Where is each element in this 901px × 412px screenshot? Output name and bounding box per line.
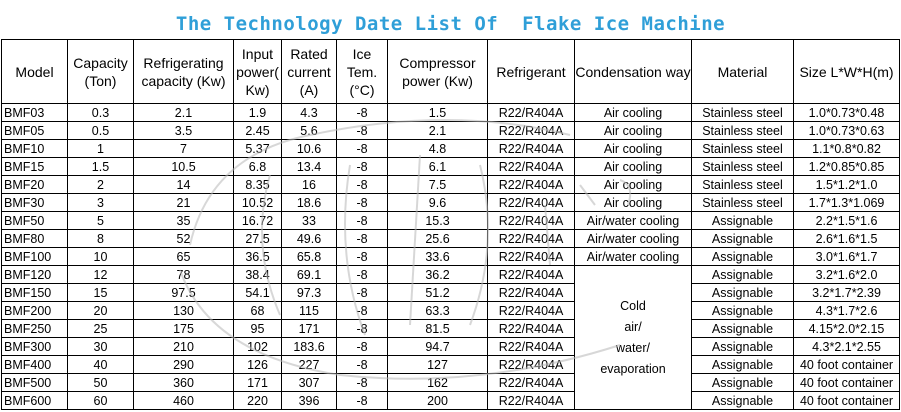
cell-capacity: 25 [68,320,134,338]
cell-capacity: 10 [68,248,134,266]
table-row [2,176,900,194]
cell-refrigerating-capacity: 7 [134,140,234,158]
cell-ice-temperature: -8 [337,140,388,158]
cell-ice-temperature: -8 [337,302,388,320]
cell-refrigerant: R22/R404A [488,104,575,122]
cell-model: BMF200 [2,302,68,320]
cell-refrigerating-capacity: 65 [134,248,234,266]
cell-material: Assignable [692,266,794,284]
cell-refrigerating-capacity: 130 [134,302,234,320]
cell-size: 3.2*1.6*2.0 [794,266,900,284]
table-row [2,356,900,374]
cell-size: 40 foot container [794,356,900,374]
header-rated-current: Rated current (A) [282,40,337,104]
cell-size: 4.3*2.1*2.55 [794,338,900,356]
cell-model: BMF600 [2,392,68,410]
header-capacity: Capacity (Ton) [68,40,134,104]
cell-ice-temperature: -8 [337,122,388,140]
cell-compressor-power: 94.7 [388,338,488,356]
cell-refrigerant: R22/R404A [488,374,575,392]
cell-size: 40 foot container [794,392,900,410]
cell-refrigerant: R22/R404A [488,266,575,284]
cell-condensation-way: Air/water cooling [575,230,692,248]
cell-condensation-way: Air cooling [575,122,692,140]
cell-ice-temperature: -8 [337,338,388,356]
header-size: Size L*W*H(m) [794,40,900,104]
cell-model: BMF500 [2,374,68,392]
cell-input-power: 27.5 [234,230,282,248]
cell-input-power: 102 [234,338,282,356]
cell-refrigerating-capacity: 78 [134,266,234,284]
cell-condensation-way: Air cooling [575,158,692,176]
cell-refrigerant: R22/R404A [488,302,575,320]
cell-input-power: 8.35 [234,176,282,194]
cell-input-power: 16.72 [234,212,282,230]
cell-condensation-way-merged: Cold air/ water/ evaporation [575,266,692,410]
cell-input-power: 171 [234,374,282,392]
cell-ice-temperature: -8 [337,248,388,266]
cell-rated-current: 33 [282,212,337,230]
cell-rated-current: 307 [282,374,337,392]
cell-input-power: 36.5 [234,248,282,266]
cell-material: Stainless steel [692,104,794,122]
cell-compressor-power: 63.3 [388,302,488,320]
cell-compressor-power: 36.2 [388,266,488,284]
cell-refrigerant: R22/R404A [488,284,575,302]
cell-model: BMF250 [2,320,68,338]
cell-refrigerant: R22/R404A [488,338,575,356]
cell-model: BMF100 [2,248,68,266]
cell-input-power: 95 [234,320,282,338]
header-model: Model [2,40,68,104]
cell-refrigerant: R22/R404A [488,140,575,158]
cell-material: Assignable [692,212,794,230]
spec-table [1,39,900,410]
cell-refrigerant: R22/R404A [488,320,575,338]
cell-refrigerating-capacity: 97.5 [134,284,234,302]
cell-rated-current: 183.6 [282,338,337,356]
cell-condensation-way: Air/water cooling [575,212,692,230]
table-row [2,194,900,212]
cell-ice-temperature: -8 [337,374,388,392]
cell-capacity: 5 [68,212,134,230]
table-row [2,320,900,338]
cell-rated-current: 171 [282,320,337,338]
cell-size: 1.2*0.85*0.85 [794,158,900,176]
cell-ice-temperature: -8 [337,266,388,284]
header-condensation-way: Condensation way [575,40,692,104]
cell-refrigerating-capacity: 35 [134,212,234,230]
table-row [2,302,900,320]
cell-refrigerating-capacity: 3.5 [134,122,234,140]
cell-model: BMF300 [2,338,68,356]
cell-size: 1.7*1.3*1.069 [794,194,900,212]
cell-model: BMF03 [2,104,68,122]
cell-rated-current: 97.3 [282,284,337,302]
cell-refrigerant: R22/R404A [488,122,575,140]
cell-model: BMF150 [2,284,68,302]
cell-refrigerating-capacity: 290 [134,356,234,374]
cell-compressor-power: 2.1 [388,122,488,140]
cell-rated-current: 396 [282,392,337,410]
cell-compressor-power: 162 [388,374,488,392]
cell-model: BMF80 [2,230,68,248]
cell-size: 1.5*1.2*1.0 [794,176,900,194]
cell-condensation-way: Air/water cooling [575,248,692,266]
cell-capacity: 3 [68,194,134,212]
cell-capacity: 1.5 [68,158,134,176]
cell-condensation-way: Air cooling [575,194,692,212]
header-refrigerating-capacity: Refrigerating capacity (Kw) [134,40,234,104]
header-refrigerant: Refrigerant [488,40,575,104]
cell-input-power: 38.4 [234,266,282,284]
cell-condensation-way: Air cooling [575,140,692,158]
cell-ice-temperature: -8 [337,158,388,176]
table-row [2,158,900,176]
cell-refrigerant: R22/R404A [488,230,575,248]
cell-material: Stainless steel [692,122,794,140]
header-input-power: Input power( Kw) [234,40,282,104]
cell-size: 4.15*2.0*2.15 [794,320,900,338]
cell-material: Stainless steel [692,176,794,194]
cell-material: Assignable [692,248,794,266]
cell-compressor-power: 33.6 [388,248,488,266]
table-row [2,338,900,356]
cell-size: 3.2*1.7*2.39 [794,284,900,302]
cell-capacity: 15 [68,284,134,302]
cell-condensation-way: Air cooling [575,104,692,122]
header-row [2,40,900,104]
cell-refrigerating-capacity: 14 [134,176,234,194]
cell-material: Assignable [692,356,794,374]
cell-rated-current: 18.6 [282,194,337,212]
cell-refrigerating-capacity: 175 [134,320,234,338]
cell-refrigerating-capacity: 10.5 [134,158,234,176]
cell-refrigerant: R22/R404A [488,392,575,410]
cell-compressor-power: 25.6 [388,230,488,248]
table-row [2,122,900,140]
cell-refrigerant: R22/R404A [488,158,575,176]
table-row [2,392,900,410]
cell-input-power: 1.9 [234,104,282,122]
cell-refrigerant: R22/R404A [488,212,575,230]
cell-material: Assignable [692,230,794,248]
cell-model: BMF05 [2,122,68,140]
cell-refrigerating-capacity: 360 [134,374,234,392]
cell-input-power: 2.45 [234,122,282,140]
cell-ice-temperature: -8 [337,284,388,302]
cell-material: Stainless steel [692,158,794,176]
cell-refrigerating-capacity: 21 [134,194,234,212]
cell-ice-temperature: -8 [337,356,388,374]
cell-compressor-power: 15.3 [388,212,488,230]
table-row [2,284,900,302]
cell-refrigerant: R22/R404A [488,194,575,212]
cell-ice-temperature: -8 [337,176,388,194]
cell-ice-temperature: -8 [337,212,388,230]
cell-refrigerating-capacity: 210 [134,338,234,356]
table-row [2,140,900,158]
cell-size: 1.1*0.8*0.82 [794,140,900,158]
table-row [2,230,900,248]
cell-refrigerant: R22/R404A [488,248,575,266]
cell-capacity: 8 [68,230,134,248]
cell-material: Assignable [692,392,794,410]
cell-capacity: 12 [68,266,134,284]
cell-material: Assignable [692,338,794,356]
cell-refrigerating-capacity: 460 [134,392,234,410]
cell-model: BMF30 [2,194,68,212]
cell-model: BMF120 [2,266,68,284]
cell-capacity: 30 [68,338,134,356]
cell-input-power: 6.8 [234,158,282,176]
header-material: Material [692,40,794,104]
cell-capacity: 2 [68,176,134,194]
cell-size: 1.0*0.73*0.63 [794,122,900,140]
cell-compressor-power: 9.6 [388,194,488,212]
cell-compressor-power: 127 [388,356,488,374]
cell-compressor-power: 81.5 [388,320,488,338]
cell-material: Assignable [692,320,794,338]
cell-ice-temperature: -8 [337,392,388,410]
cell-material: Stainless steel [692,140,794,158]
table-row [2,104,900,122]
cell-input-power: 126 [234,356,282,374]
cell-rated-current: 16 [282,176,337,194]
table-row [2,266,900,284]
cell-model: BMF50 [2,212,68,230]
cell-rated-current: 10.6 [282,140,337,158]
cell-model: BMF15 [2,158,68,176]
cell-rated-current: 115 [282,302,337,320]
cell-capacity: 20 [68,302,134,320]
header-ice-temperature: Ice Tem. (°C) [337,40,388,104]
cell-refrigerant: R22/R404A [488,356,575,374]
table-row [2,248,900,266]
cell-compressor-power: 200 [388,392,488,410]
cell-compressor-power: 6.1 [388,158,488,176]
cell-condensation-way: Air cooling [575,176,692,194]
cell-material: Assignable [692,374,794,392]
cell-material: Assignable [692,284,794,302]
cell-capacity: 40 [68,356,134,374]
cell-rated-current: 227 [282,356,337,374]
cell-ice-temperature: -8 [337,194,388,212]
cell-model: BMF400 [2,356,68,374]
cell-rated-current: 69.1 [282,266,337,284]
cell-compressor-power: 7.5 [388,176,488,194]
cell-rated-current: 65.8 [282,248,337,266]
cell-input-power: 10.52 [234,194,282,212]
cell-compressor-power: 51.2 [388,284,488,302]
table-row [2,212,900,230]
cell-model: BMF20 [2,176,68,194]
table-body [2,104,900,410]
cell-size: 2.6*1.6*1.5 [794,230,900,248]
cell-size: 3.0*1.6*1.7 [794,248,900,266]
cell-size: 40 foot container [794,374,900,392]
cell-rated-current: 13.4 [282,158,337,176]
cell-size: 4.3*1.7*2.6 [794,302,900,320]
cell-rated-current: 49.6 [282,230,337,248]
cell-compressor-power: 1.5 [388,104,488,122]
cell-material: Assignable [692,302,794,320]
table-row [2,374,900,392]
cell-material: Stainless steel [692,194,794,212]
cell-capacity: 1 [68,140,134,158]
cell-refrigerating-capacity: 2.1 [134,104,234,122]
header-compressor-power: Compressor power (Kw) [388,40,488,104]
cell-input-power: 68 [234,302,282,320]
cell-rated-current: 5.6 [282,122,337,140]
cell-refrigerant: R22/R404A [488,176,575,194]
cell-capacity: 60 [68,392,134,410]
cell-capacity: 0.5 [68,122,134,140]
cell-input-power: 54.1 [234,284,282,302]
cell-size: 1.0*0.73*0.48 [794,104,900,122]
cell-capacity: 0.3 [68,104,134,122]
cell-input-power: 5.37 [234,140,282,158]
page-title: The Technology Date List Of Flake Ice Machine [175,13,726,35]
cell-ice-temperature: -8 [337,230,388,248]
cell-input-power: 220 [234,392,282,410]
cell-ice-temperature: -8 [337,320,388,338]
cell-refrigerating-capacity: 52 [134,230,234,248]
cell-ice-temperature: -8 [337,104,388,122]
cell-size: 2.2*1.5*1.6 [794,212,900,230]
cell-compressor-power: 4.8 [388,140,488,158]
cell-model: BMF10 [2,140,68,158]
cell-rated-current: 4.3 [282,104,337,122]
cell-capacity: 50 [68,374,134,392]
